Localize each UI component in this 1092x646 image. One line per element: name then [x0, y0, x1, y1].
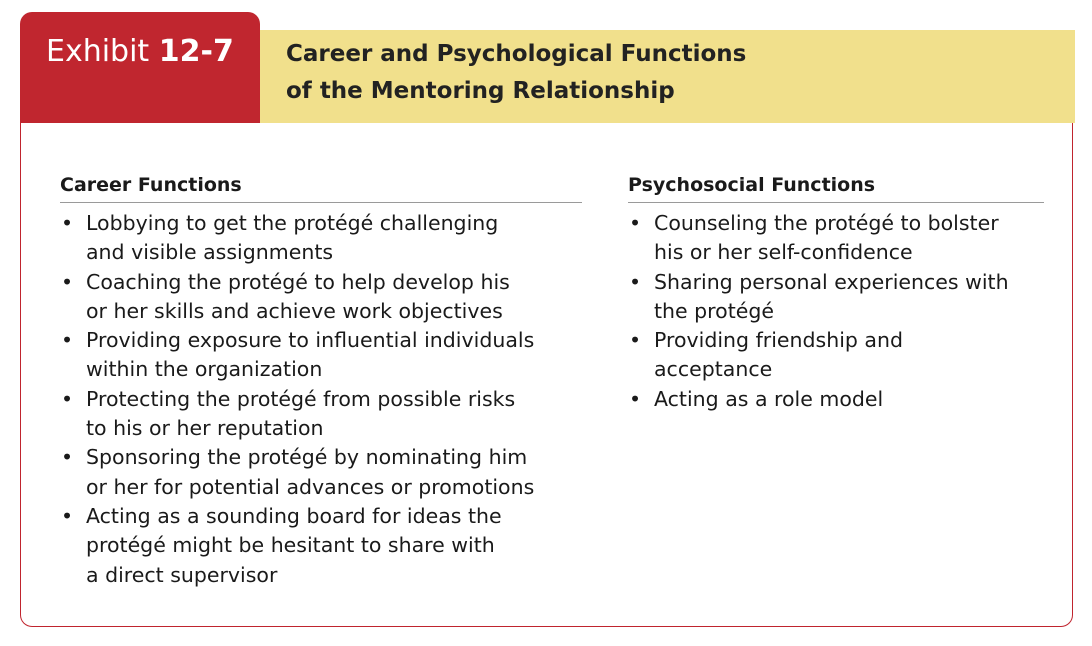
exhibit-label	[46, 32, 234, 72]
list-item-text: acceptance	[654, 357, 773, 382]
list-item-text: or her skills and achieve work objectives	[86, 298, 503, 323]
list-item	[60, 209, 590, 268]
list-item-text: • Lobbying to get the protégé challenging	[86, 211, 499, 235]
exhibit-title-line-1: Career and Psychological Functions	[286, 41, 747, 67]
list-item-text: within the organization	[86, 357, 323, 382]
list-item-text: • Coaching the protégé to help develop his	[86, 269, 510, 294]
exhibit-number: 12-7	[158, 34, 234, 69]
exhibit-title	[286, 36, 746, 110]
exhibit	[20, 12, 1075, 629]
exhibit-label-prefix: Exhibit	[46, 34, 150, 69]
list-item-text: • Acting as a role model	[654, 386, 884, 411]
career-functions-header: Career Functions	[60, 172, 582, 203]
psychosocial-functions-list	[628, 209, 1044, 414]
list-item-text: • Sharing personal experiences with	[654, 269, 1009, 294]
list-item-text: • Acting as a sounding board for ideas the	[86, 503, 502, 528]
career-functions-list	[60, 209, 590, 590]
list-item-text: • Protecting the protégé from possible risks	[86, 386, 516, 411]
list-item	[628, 385, 1044, 414]
list-item-text: the protégé	[654, 298, 774, 323]
list-item	[628, 209, 1044, 268]
list-item-text: protégé might be hesitant to share with	[86, 533, 495, 558]
list-item-text: • Counseling the protégé to bolster	[654, 211, 999, 235]
list-item-text: • Providing friendship and	[654, 328, 904, 353]
list-item	[60, 326, 590, 385]
list-item-text: • Sponsoring the protégé by nominating him	[86, 445, 528, 470]
list-item	[60, 385, 590, 444]
list-item-text: a direct supervisor	[86, 562, 278, 587]
career-functions-column	[60, 172, 590, 590]
list-item	[60, 268, 590, 327]
exhibit-tab	[20, 12, 260, 123]
list-item	[628, 268, 1044, 327]
list-item	[628, 326, 1044, 385]
exhibit-title-line-2: of the Mentoring Relationship	[286, 78, 675, 104]
list-item	[60, 443, 590, 502]
list-item-text: and visible assignments	[86, 240, 334, 265]
psychosocial-functions-column	[628, 172, 1044, 414]
list-item	[60, 502, 590, 590]
title-band	[260, 30, 1075, 123]
list-item-text: his or her self-confidence	[654, 240, 913, 265]
list-item-text: or her for potential advances or promotions	[86, 474, 535, 499]
list-item-text: to his or her reputation	[86, 416, 324, 441]
psychosocial-functions-header: Psychosocial Functions	[628, 172, 1044, 203]
list-item-text: • Providing exposure to influential individuals	[86, 328, 535, 353]
